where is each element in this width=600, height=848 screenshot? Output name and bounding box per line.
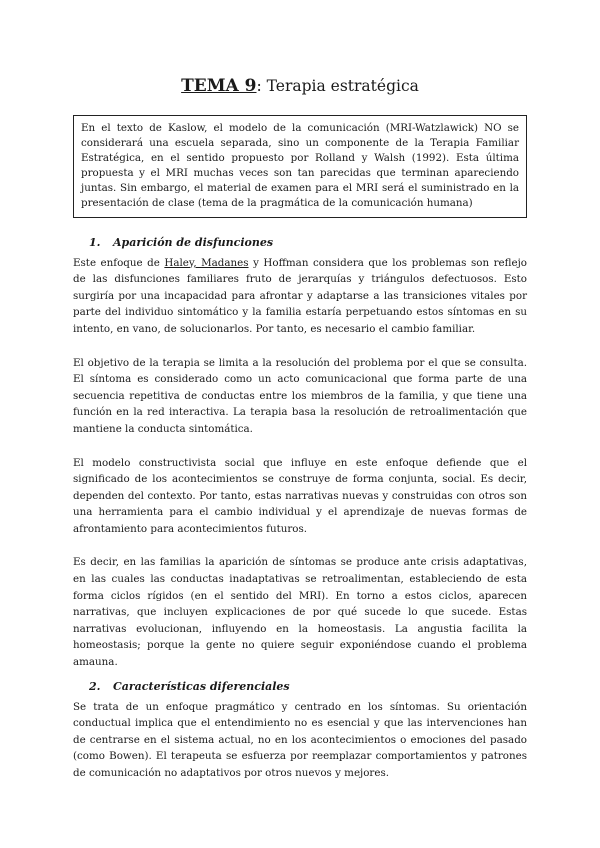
paragraph-1-rest: y Hoffman considera que los problemas son reflejo de las disfunciones familiares fruto de jerarquías y triángulos defectuosos. Esto surgiría por una incapacidad para afrontar y adaptarse a las transiciones vitales por parte del individuo sintomático y la familia estaría perpetuando estos síntomas en su intento, en vano, de solucionarlos. Por tanto, es necesario el cambio familiar. bbox=[73, 256, 527, 335]
paragraph-1 bbox=[73, 255, 527, 338]
paragraph-4: Es decir, en las familias la aparición de síntomas se produce ante crisis adaptativas, en las cuales las conductas inadaptativas se retroalimentan, estableciendo de esta forma ciclos rígidos (en el sentido del MRI). En torno a estos ciclos, aparecen narrativas, que incluyen explicaciones de por qué sucede lo que sucede. Estas narrativas evolucionan, influyendo en la homeostasis. La angustia facilita la homeostasis; porque la gente no quiere seguir exponiéndose cuando el problema amauna. bbox=[73, 556, 527, 669]
paragraph-5: Se trata de un enfoque pragmático y centrado en los síntomas. Su orientación conductual implica que el entendimiento no es esencial y que las intervenciones han de centrarse en el sistema actual, no en los acontecimientos o emociones del pasado (como Bowen). El terapeuta se esfuerza por reemplazar comportamientos y patrones de comunicación no adaptativos por otros nuevos y mejores. bbox=[73, 700, 527, 779]
paragraph-1-authors: Haley, Madanes bbox=[164, 256, 249, 269]
section-title-1: Aparición de disfunciones bbox=[113, 235, 274, 249]
paragraph-1-prefix: Este enfoque de bbox=[73, 256, 165, 269]
section-heading-1 bbox=[89, 235, 527, 251]
title-main: TEMA 9 bbox=[181, 76, 257, 96]
section-number-1: 1. bbox=[89, 235, 101, 249]
section-number-2: 2. bbox=[89, 679, 101, 693]
page-title bbox=[73, 76, 527, 96]
title-subtitle: : Terapia estratégica bbox=[256, 77, 419, 95]
section-heading-2 bbox=[89, 679, 527, 695]
section-title-2: Características diferenciales bbox=[113, 679, 290, 693]
paragraph-3: El modelo constructivista social que influye en este enfoque defiende que el significado de los acontecimientos se construye de forma conjunta, social. Es decir, dependen del contexto. Por tanto, estas narrativas nuevas y construidas con otros son una herramienta para el cambio individual y el aprendizaje de nuevas formas de afrontamiento para acontecimientos futuros. bbox=[73, 456, 527, 535]
paragraph-2: El objetivo de la terapia se limita a la resolución del problema por el que se consulta. El síntoma es considerado como un acto comunicacional que forma parte de una secuencia repetitiva de conductas entre los miembros de la familia, y que tiene una función en la red interactiva. La terapia basa la resolución de retroalimentación que mantiene la conducta sintomática. bbox=[73, 356, 527, 435]
notice-box: En el texto de Kaslow, el modelo de la comunicación (MRI-Watzlawick) NO se considerará una escuela separada, sino un componente de la Terapia Familiar Estratégica, en el sentido propuesto por Rolland y Walsh (1992). Esta última propuesta y el MRI muchas veces son tan parecidas que terminan apareciendo juntas. Sin embargo, el material de examen para el MRI será el suministrado en la presentación de clase (tema de la pragmática de la comunicación humana) bbox=[73, 115, 527, 218]
